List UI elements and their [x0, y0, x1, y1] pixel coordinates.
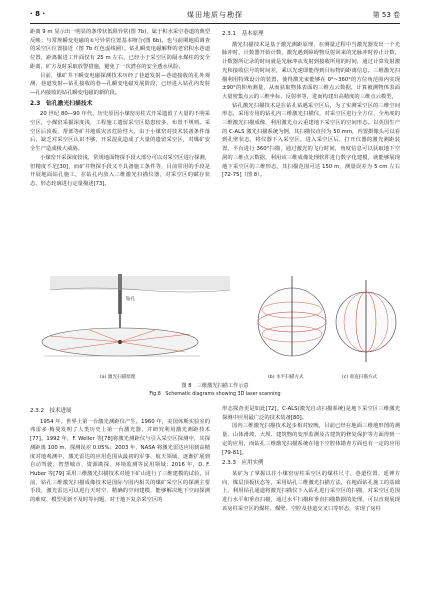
subfigure-c-label: (c) 垂直扫描方式 [342, 375, 378, 380]
paragraph: 钻孔激光扫描技术是在钻孔钻遇采空区后，为了实测采空区的三维空间形态，采用专用的钻孔内三维激光扫描仪，对采空区进行全方位、全角度的三维激光扫描成像，利用激光点云重建地下采空区的空间形态。以英国生产的 C-ALS 激光扫描系统为例，其扫描仪直径为 50 mm，内置摄像头可以看到孔壁状态，将仪器下入采空区，进入采空区后，打开仪器的激光测距装置，平台进行 360°扫描，通过激光的飞行时间，角度信息可以获取地下空洞的三维点云数据，利用该三维成像处理软件进行数字化建模，就能够展现地下采空区的三维形态，其扫描范围可达 150 m，测量误差为 5 cm 左右[72-75]（图 8）。 [222, 102, 400, 179]
subsection-heading: 2.3.3 应用实例 [222, 460, 264, 467]
paragraph: 小煤窑开采深度较浅，常规地面物探手段大部分可以对采空区进行探测，但精度不足[30]，而矿井物探手段又不具备施工条件等，目前常用的手段是开展地面钻孔施工，在钻孔内放入三维激光扫描仪器，对采空区的赋存状态、形态轮廓进行定量描述[73]。 [30, 154, 210, 187]
paragraph: 形态探查更是如此[72]。C-ALS(激光自动扫描系统)是地下采空区三维激光探测中应用最广泛的技术装备[80]。 [222, 406, 400, 421]
ground-surface [50, 276, 230, 290]
vertical-scan-diagram [336, 280, 396, 362]
header-rule [30, 23, 400, 24]
subsection-heading: 2.3.1 基本原理 [222, 31, 264, 37]
running-header [30, 10, 400, 22]
paragraph: 距离 9 m 显示出一明显的条带状低阻异常(图 7b)，属于积水采空巷道的典型反映；与常规瞬变电磁的①号异常位置基本吻合(图 6b)。也与前期地质调查的采空区位置接近（图 7b 红色虚线圈）。钻孔瞬变电磁解释的老窑积水巷道位置，距离掘进工作面仅有 25 m 左右，已经小于采空区防隔水煤柱的安全距离，矿方及时采取放警措施，避免了一次潜在的安全透水风险。 [30, 29, 210, 70]
paragraph: 某矿为了掌握以往小煤窑房柱采空区的煤柱尺寸、巷道位置、延伸方向、煤层顶板状态等，采用钻孔三维激光扫描方法，在地面钻孔施工的基础上，利用钻孔通道将激光扫描仪下入钻孔进行采空区的扫描，对采空区范围进行水平和垂直扫描，通过水平扫描和垂直扫描数据的处理，可以直观展现该房柱采空区的煤柱、煤壁、空腔及巷道交叉口等形态，实现了房柱 [222, 470, 400, 512]
paragraph: 1954 年，世界上第一台激光测距仪产生。1960 年，美国休斯实验室的弗雷多·梅曼发明了人类历史上第一台激光器，并研究利用激光测距技术[77]。1992 年，F. Weller 等[78]将激光测距仪与引入采空区探测中，其探测距离 100 m，探测误差 0.05%；2003 年，NASA 将激光雷达应用到高精度对地观测中，激光雷达的应用范围从最初的军事、航天领域，逐渐扩展到自动驾驶、智慧城市、资源勘探、环境监测等民用领域；2016 年，D. F. Huber 等[79] 采用三维激光扫描技术对地下矿山进行了三维建模的试验。目前，钻孔三维激光扫描成像技术是国际与国内相关的煤矿采空区的探测主要手段，激光雷达可以进行天时空、精确的空间建模，能够解决地下空间探测的难度、模型更新不及时等问题，对于地下复杂采空区的 [30, 418, 210, 504]
scan-principle-diagram [42, 274, 230, 356]
paragraph: 目前，煤矿井下瞬变电磁探测技术历经了巷道发射—巷道接收的孔外观测，巷道发射—钻孔接收的巷—孔瞬变电磁发展阶段，已经进入钻孔内发射—孔内接收的钻孔瞬变电磁的新阶段。 [30, 72, 210, 96]
volume-label: 第 53 卷 [372, 11, 400, 19]
page-number: · 8 · [30, 10, 46, 18]
horizontal-scan-diagram [258, 276, 326, 356]
paragraph: 20 世纪 80—90 年代，历史原因小煤窑房柱式开采遗留了大量的不明采空区，小煤窑采掘深度浅，工程施工遗留采空区隐患较多，布置不规则。采空区后顶板、帮部等矿井地质灾害危险性大，由于小煤窑对技术装备条件落后，缺乏对采空区认识不够，开采混乱造成了大量的遗留采空区，对煤矿安全生产造成极大威胁。 [30, 111, 210, 153]
subfigure-b-label: (b) 水平扫描方式 [268, 375, 304, 380]
paragraph: 激光扫描技术是基于激光测距原理，在测量过程中当激光器发出一个光脉冲时，计数器开始计数，激光遇到障碍物反射回来的光脉冲时停止计数，计数器所记录的时间就是光脉冲从发射到接收所用的时间，通过计算发射激光和接收信号的时间差，乘以光速即能得到目标物的距离信息。三维激光扫描利用特殊设计的装置，使得激光束能够在 0°~360°的方位角范围内实现±90°的仰角测量，从而获取物体表面的三维点云数据，计算被测物体表面大量密集点云的三维坐标、反射率等，进而构建出高精度的三维点云模型。 [222, 41, 400, 100]
journal-title: 煤田地质与勘探 [187, 11, 243, 19]
figure-caption-cn: 图 8 三维激光扫描工作示意 [181, 383, 249, 389]
subsection-heading: 2.3.2 技术进展 [30, 408, 72, 414]
figure-8 [30, 270, 400, 398]
paragraph: 国内三维激光扫描技术起步相对较晚，目前已经在地面三维地形图的测量、山体滑坡、大坝、建筑物的变形监测及古建筑的修复保护等方面得到一定的应用，而钻孔三维激光扫描系统在地下空腔体勘查方面也有一定的应用[79-81]。 [222, 423, 400, 456]
left-column [30, 28, 210, 189]
left-column-bottom [30, 405, 210, 505]
figure-caption-en: Fig.8 Schematic diagrams showing 3D laser scanning [149, 392, 281, 397]
subfigure-a-label: (a) 激光扫描原理 [100, 375, 136, 380]
figure-illustration [30, 270, 400, 380]
drill-label: 钻孔 [126, 297, 135, 302]
section-heading: 2.3 钻孔激光扫描技术 [30, 100, 93, 107]
right-column-bottom [222, 405, 400, 513]
right-column [222, 28, 400, 180]
